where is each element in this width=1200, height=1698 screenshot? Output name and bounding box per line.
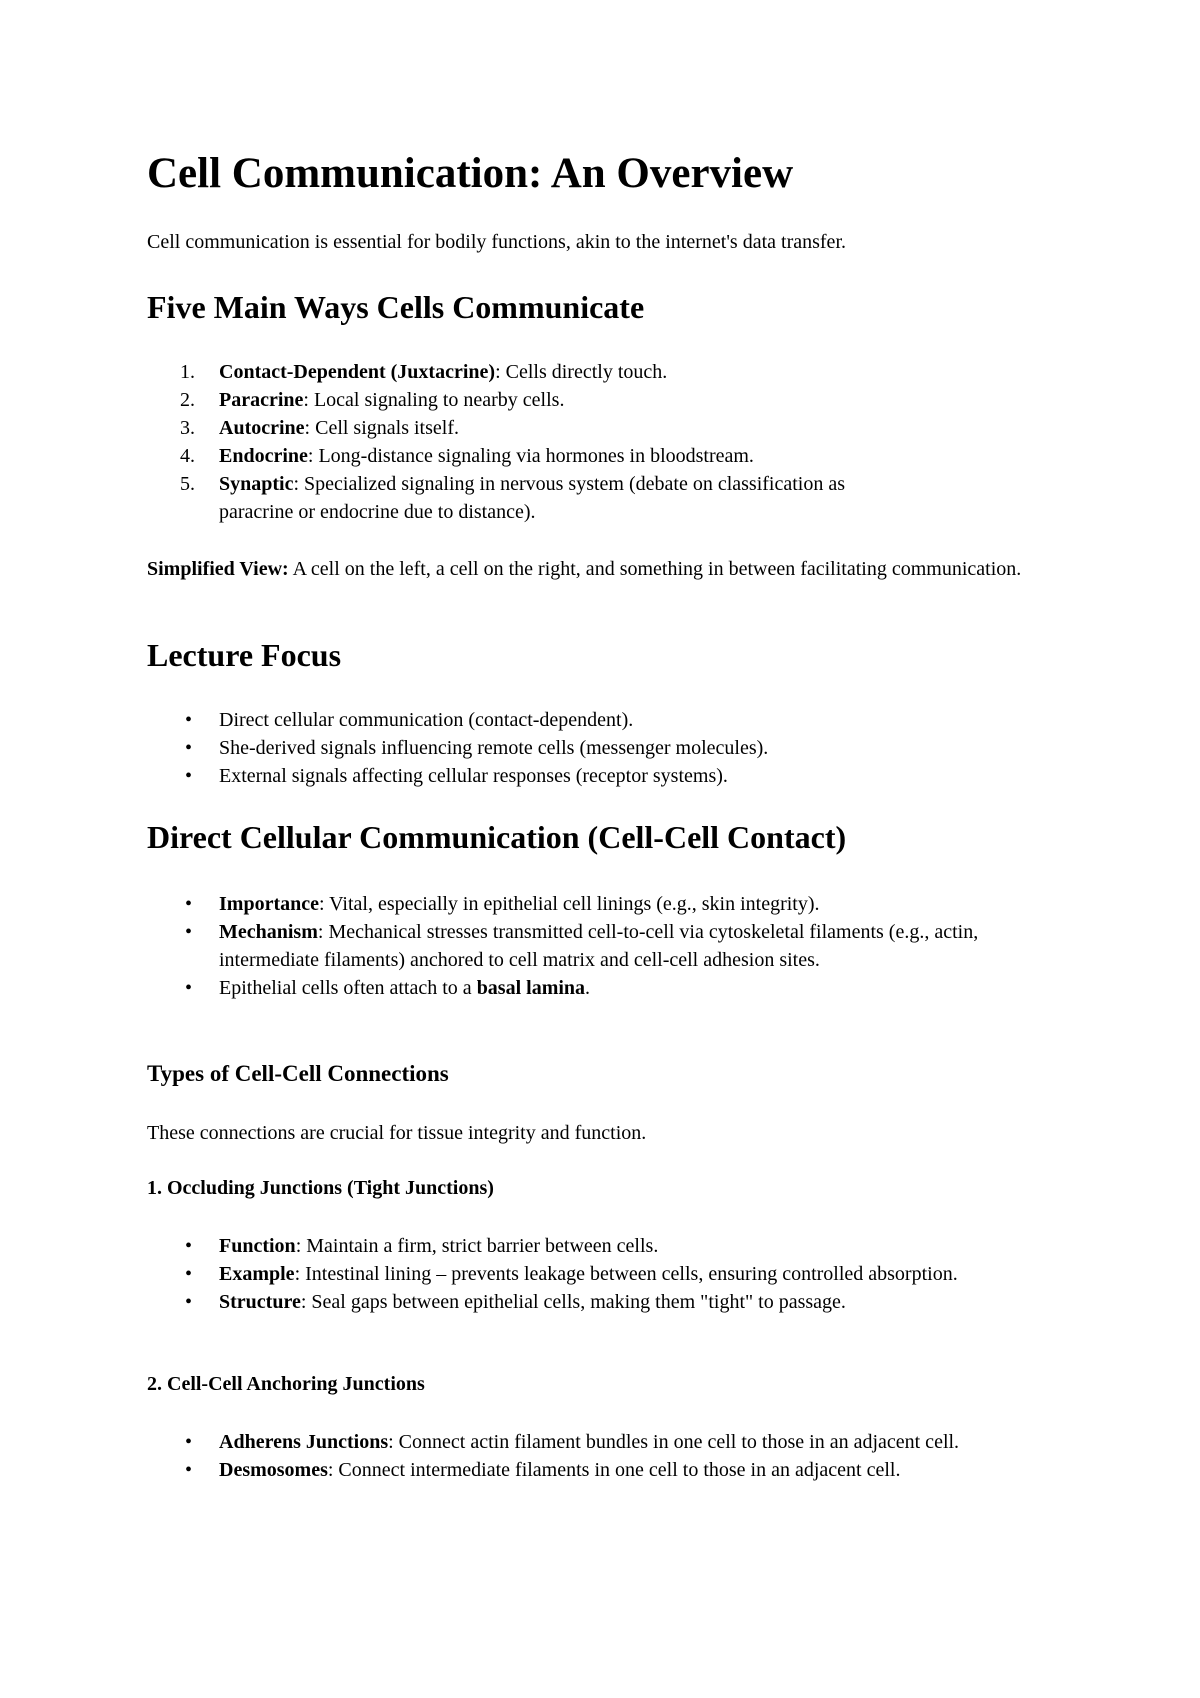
lecture-focus-heading: Lecture Focus [147, 637, 342, 673]
bullet-icon: • [185, 1235, 193, 1257]
bullet-icon: • [185, 977, 193, 999]
simplified-view-paragraph: Simplified View: A cell on the left, a cell on the right, and something in between facilitating communication. [147, 558, 1022, 580]
list-item: • Desmosomes: Connect intermediate filaments in one cell to those in an adjacent cell. [147, 1456, 1082, 1484]
occluding-junctions-heading: 1. Occluding Junctions (Tight Junctions) [147, 1177, 494, 1199]
anchoring-junctions-list [147, 1428, 1082, 1484]
list-item: 3. Autocrine: Cell signals itself. [180, 417, 459, 439]
bullet-icon: • [185, 893, 193, 915]
bullet-icon: • [185, 709, 193, 731]
direct-communication-list [147, 890, 1082, 1002]
bullet-icon: • [185, 1431, 193, 1453]
list-item: 5. Synaptic: Specialized signaling in nervous system (debate on classification as paracrine or endocrine due to distance). [180, 473, 845, 523]
bullet-icon: • [185, 1291, 193, 1313]
list-item: • Function: Maintain a firm, strict barrier between cells. [147, 1232, 1082, 1260]
anchoring-junctions-heading: 2. Cell-Cell Anchoring Junctions [147, 1373, 425, 1395]
bullet-icon: • [185, 1263, 193, 1285]
five-ways-heading: Five Main Ways Cells Communicate [147, 289, 645, 325]
bullet-icon: • [185, 737, 193, 759]
list-item: • She-derived signals influencing remote cells (messenger molecules). [147, 734, 1082, 762]
direct-communication-heading: Direct Cellular Communication (Cell-Cell Contact) [147, 819, 847, 855]
list-item: 1. Contact-Dependent (Juxtacrine): Cells directly touch. [180, 361, 668, 383]
list-item: • Epithelial cells often attach to a basal lamina. [147, 974, 1082, 1002]
page-title: Cell Communication: An Overview [147, 150, 794, 197]
list-item: 4. Endocrine: Long-distance signaling via hormones in bloodstream. [180, 445, 754, 467]
bullet-icon: • [185, 921, 193, 943]
list-item: • Mechanism: Mechanical stresses transmitted cell-to-cell via cytoskeletal filaments (e.g., actin, intermediate filaments) anchored to cell matrix and cell-cell adhesion sites. [147, 918, 1019, 974]
list-item: • Adherens Junctions: Connect actin filament bundles in one cell to those in an adjacent cell. [147, 1428, 979, 1456]
occluding-junctions-list [147, 1232, 1082, 1316]
lecture-focus-list [147, 706, 1082, 790]
bullet-icon: • [185, 1459, 193, 1481]
bullet-icon: • [185, 765, 193, 787]
list-item: • Structure: Seal gaps between epithelial cells, making them "tight" to passage. [147, 1288, 1082, 1316]
list-item: • Example: Intestinal lining – prevents leakage between cells, ensuring controlled absorption. [147, 1260, 1019, 1288]
list-item: • External signals affecting cellular responses (receptor systems). [147, 762, 1082, 790]
list-item: 2. Paracrine: Local signaling to nearby cells. [180, 389, 565, 411]
list-item: • Direct cellular communication (contact-dependent). [147, 706, 1082, 734]
types-heading: Types of Cell-Cell Connections [147, 1061, 449, 1086]
five-ways-list [147, 358, 1082, 526]
list-item: • Importance: Vital, especially in epithelial cell linings (e.g., skin integrity). [147, 890, 1082, 918]
intro-paragraph: Cell communication is essential for bodily functions, akin to the internet's data transfer. [147, 231, 846, 253]
types-paragraph: These connections are crucial for tissue integrity and function. [147, 1122, 647, 1144]
